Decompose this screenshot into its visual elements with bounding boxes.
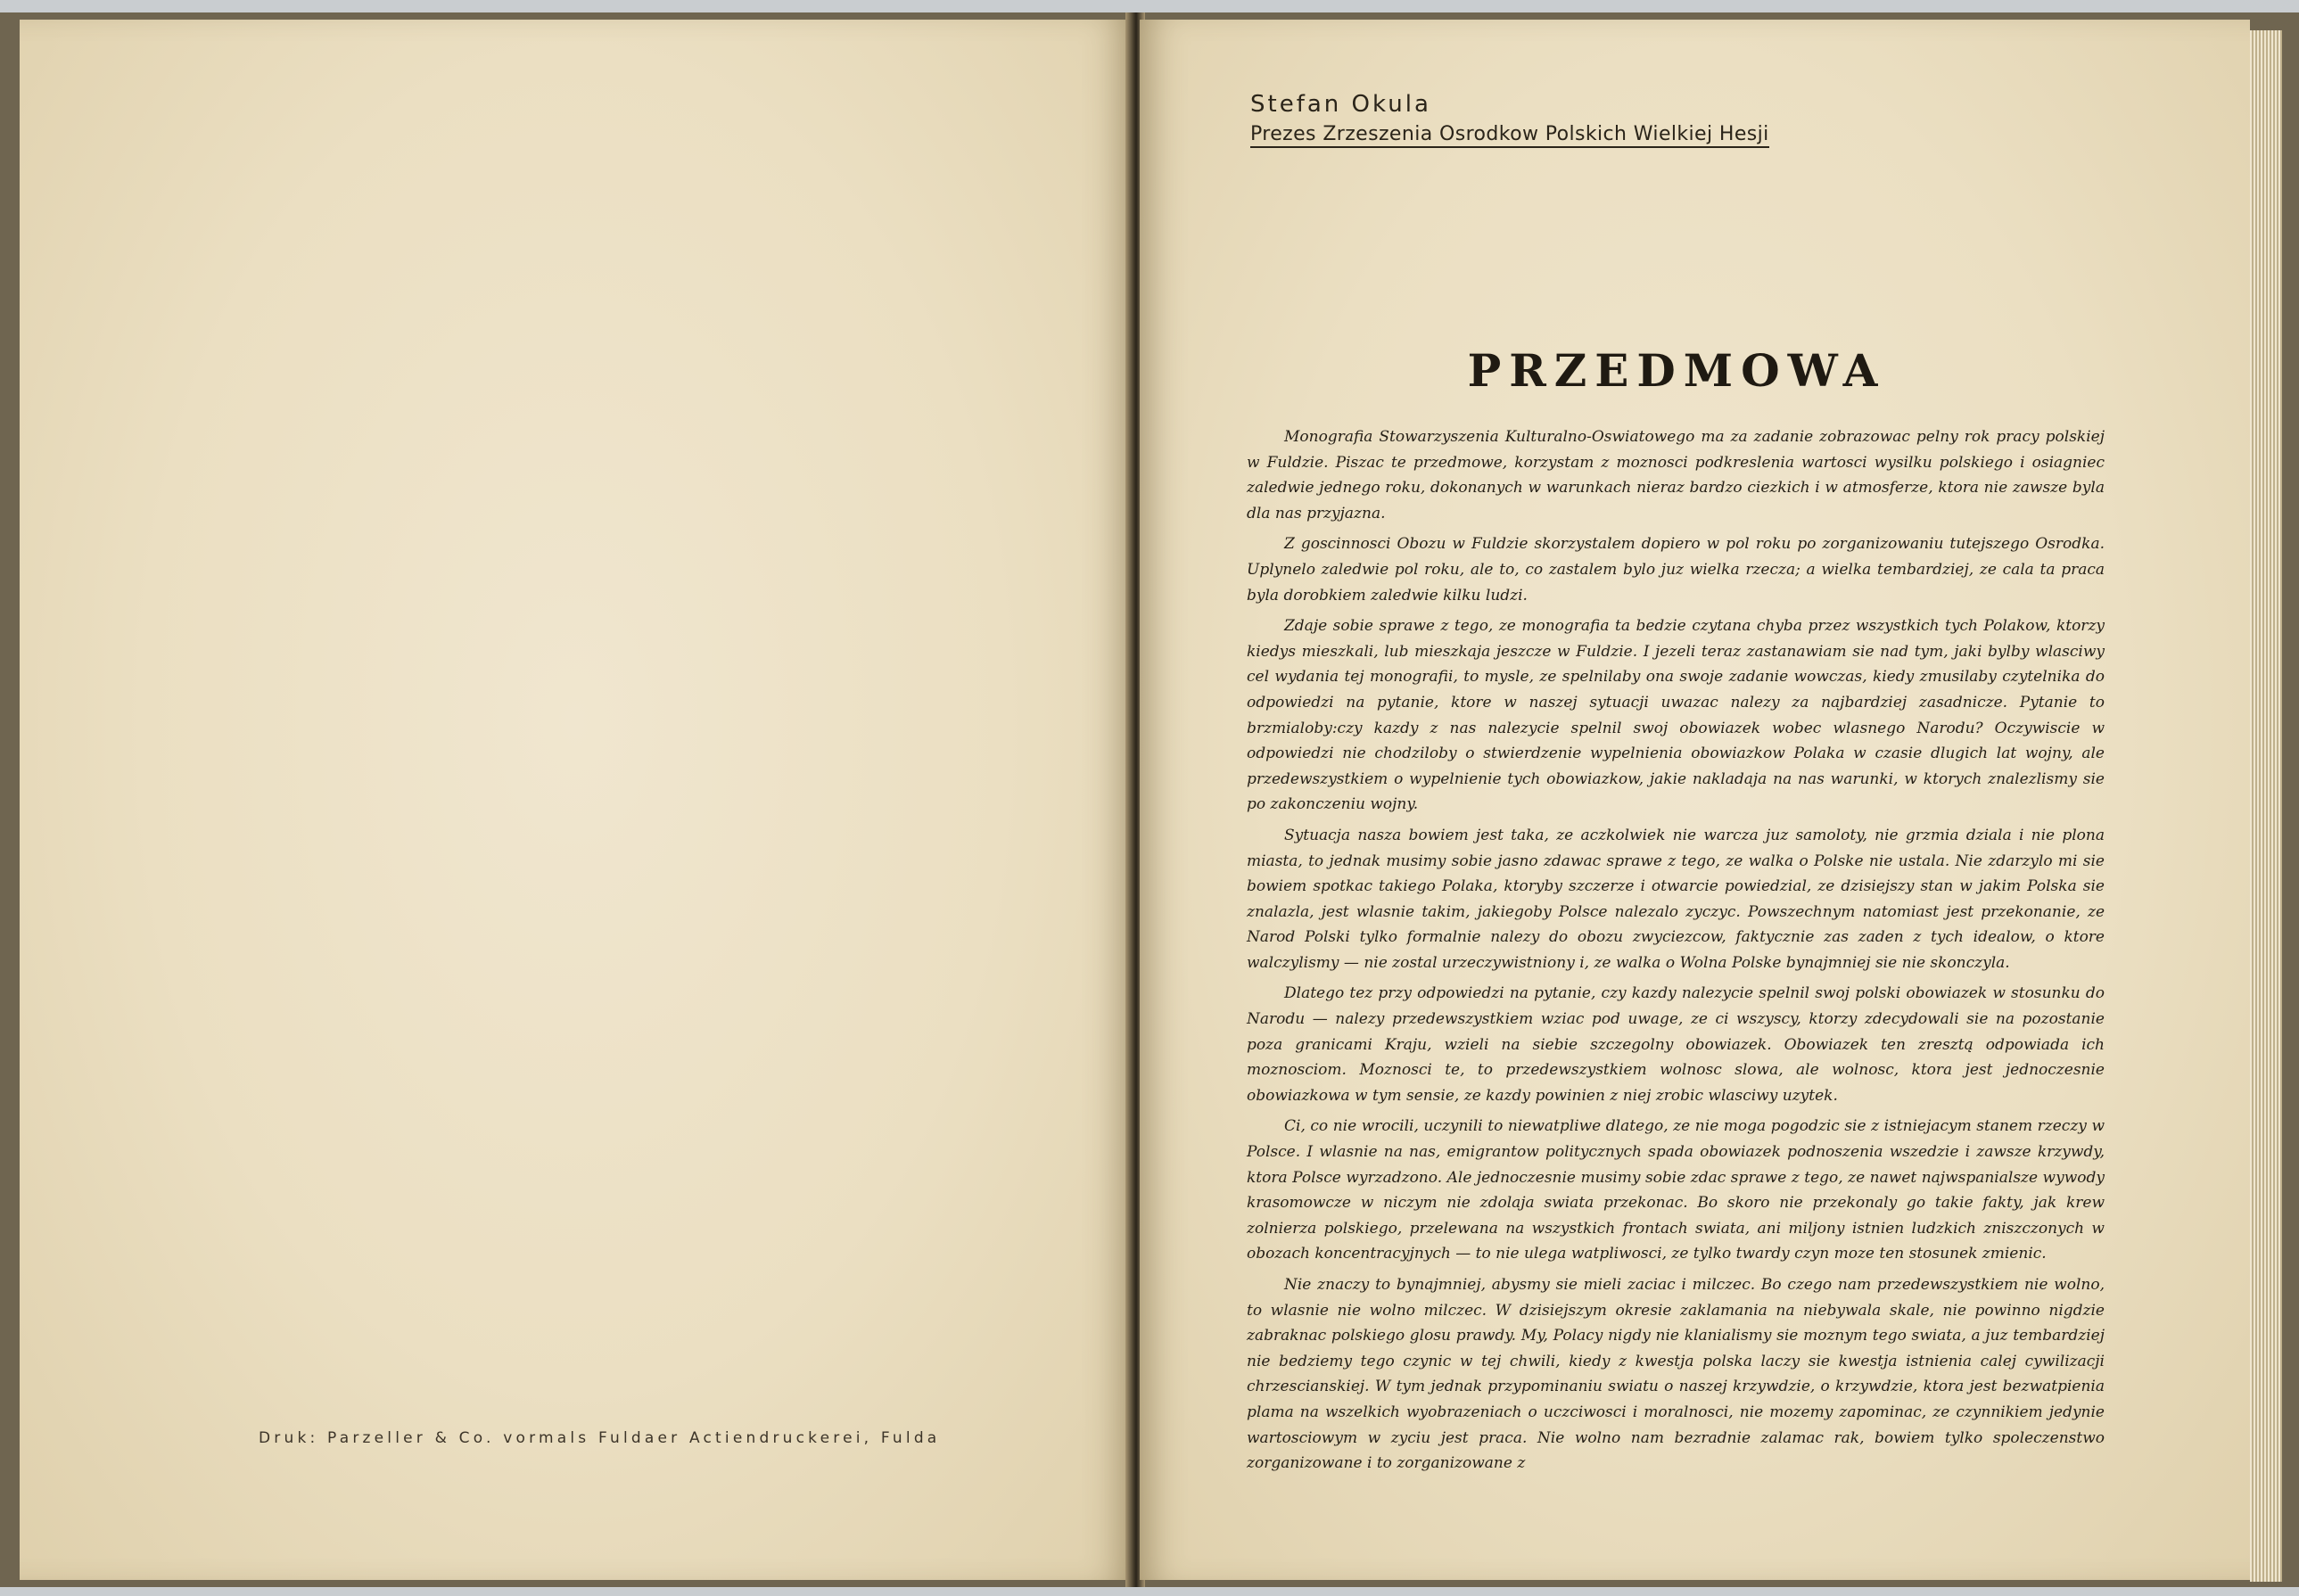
preface-body bbox=[1247, 424, 2105, 1482]
open-book bbox=[0, 12, 2299, 1587]
paragraph: Dlatego tez przy odpowiedzi na pytanie, czy kazdy nalezycie spelnil swoj polski obowiazek w stosunku do Narodu — nalezy przedewszystkiem wziac pod uwage, ze ci wszyscy, ktorzy zdecydowali sie na pozostanie poza granicami Kraju, wzieli na siebie szczegolny obowiazek. Obowiazek ten zresztą odpowiada ich moznosciom. Moznosci te, to przedewszystkiem wolnosc slowa, ale wolnosc, ktora jest jednoczesnie obowiazkowa w tym sensie, ze kazdy powinien z niej zrobic wlasciwy uzytek. bbox=[1247, 984, 2105, 1105]
author-name: Stefan Okula bbox=[1250, 91, 1431, 118]
paragraph: Monografia Stowarzyszenia Kulturalno-Oswiatowego ma za zadanie zobrazowac pelny rok pracy polskiej w Fuldzie. Piszac te przedmowe, korzystam z moznosci podkreslenia wartosci wysilku polskiego i osiagniec zaledwie jednego roku, dokonanych w warunkach nieraz bardzo ciezkich i w atmosferze, ktora nie zawsze byla dla nas przyjazna. bbox=[1247, 428, 2105, 522]
author-title: Prezes Zrzeszenia Osrodkow Polskich Wielkiej Hesji bbox=[1250, 123, 1769, 148]
paragraph: Zdaje sobie sprawe z tego, ze monografia ta bedzie czytana chyba przez wszystkich tych Polakow, ktorzy kiedys mieszkali, lub mieszkaja jeszcze w Fuldzie. I jezeli teraz zastanawiam sie nad tym, jaki bylby wlasciwy cel wydania tej monografii, to mysle, ze spelnilaby ona swoje zadanie wowczas, kiedy zmusilaby czytelnika do odpowiedzi na pytanie, ktore w naszej sytuacji uwazac nalezy za najbardziej zasadnicze. Pytanie to brzmialoby:czy kazdy z nas nalezycie spelnil swoj obowiazek wobec wlasnego Narodu? Oczywiscie w odpowiedzi nie chodziloby o stwierdzenie wypelnienia obowiazkow Polaka w czasie dlugich lat wojny, ale przedewszystkiem o wypelnienie tych obowiazkow, jakie nakladaja na nas warunki, w ktorych znalezlismy sie po zakonczeniu wojny. bbox=[1247, 617, 2105, 814]
paragraph: Sytuacja nasza bowiem jest taka, ze aczkolwiek nie warcza juz samoloty, nie grzmia dziala i nie plona miasta, to jednak musimy sobie jasno zdawac sprawe z tego, ze walka o Polske nie ustala. Nie zdarzylo mi sie bowiem spotkac takiego Polaka, ktoryby szczerze i otwarcie powiedzial, ze dzisiejszy stan w jakim Polska sie znalazla, jest wlasnie takim, jakiegoby Polsce nalezalo zyczyc. Powszechnym natomiast jest przekonanie, ze Narod Polski tylko formalnie nalezy do obozu zwyciezcow, faktycznie zas zaden z tych idealow, o ktore walczylismy — nie zostal urzeczywistniony i, ze walka o Wolna Polske bynajmniej sie nie skonczyla. bbox=[1247, 826, 2105, 972]
page-heading: PRZEDMOWA bbox=[1467, 344, 1886, 397]
page-edges bbox=[2250, 30, 2282, 1582]
printer-imprint: Druk: Parzeller & Co. vormals Fuldaer Actiendruckerei, Fulda bbox=[259, 1429, 941, 1447]
author-block bbox=[1250, 91, 1769, 145]
left-page bbox=[20, 20, 1130, 1580]
paragraph: Z goscinnosci Obozu w Fuldzie skorzystalem dopiero w pol roku po zorganizowaniu tutejszego Osrodka. Uplynelo zaledwie pol roku, ale to, co zastalem bylo juz wielka rzecza; a wielka tembardziej, ze cala ta praca byla dorobkiem zaledwie kilku ludzi. bbox=[1247, 535, 2105, 605]
paragraph: Ci, co nie wrocili, uczynili to niewatpliwe dlatego, ze nie moga pogodzic sie z istniejacym stanem rzeczy w Polsce. I wlasnie na nas, emigrantow politycznych spada obowiazek podnoszenia wszedzie i zawsze krzywdy, ktora Polsce wyrzadzono. Ale jednoczesnie musimy sobie zdac sprawe z tego, ze nawet najwspanialsze wywody krasomowcze w niczym nie zdolaja swiata przekonac. Bo skoro nie przekonaly go takie fakty, jak krew zolnierza polskiego, przelewana na wszystkich frontach swiata, ani miljony istnien ludzkich zniszczonych w obozach koncentracyjnych — to nie ulega watpliwosci, ze tylko twardy czyn moze ten stosunek zmienic. bbox=[1247, 1117, 2105, 1263]
paragraph: Nie znaczy to bynajmniej, abysmy sie mieli zaciac i milczec. Bo czego nam przedewszystkiem nie wolno, to wlasnie nie wolno milczec. W dzisiejszym okresie zaklamania na niebywala skale, nie powinno nigdzie zabraknac polskiego glosu prawdy. My, Polacy nigdy nie klanialismy sie moznym tego swiata, a juz tembardziej nie bedziemy tego czynic w tej chwili, kiedy z kwestja polska laczy sie kwestja istnienia calej cywilizacji chrzescianskiej. W tym jednak przypominaniu swiatu o naszej krzywdzie, o krzywdzie, ktora jest bezwatpienia plama na wszelkich wyobrazeniach o uczciwosci i moralnosci, nie mozemy zapominac, ze czynnikiem jedynie wartosciowym w zyciu jest praca. Nie wolno nam bezradnie zalamac rak, bowiem tylko spoleczenstwo zorganizowane i to zorganizowane z bbox=[1247, 1276, 2105, 1473]
right-page bbox=[1140, 20, 2250, 1580]
